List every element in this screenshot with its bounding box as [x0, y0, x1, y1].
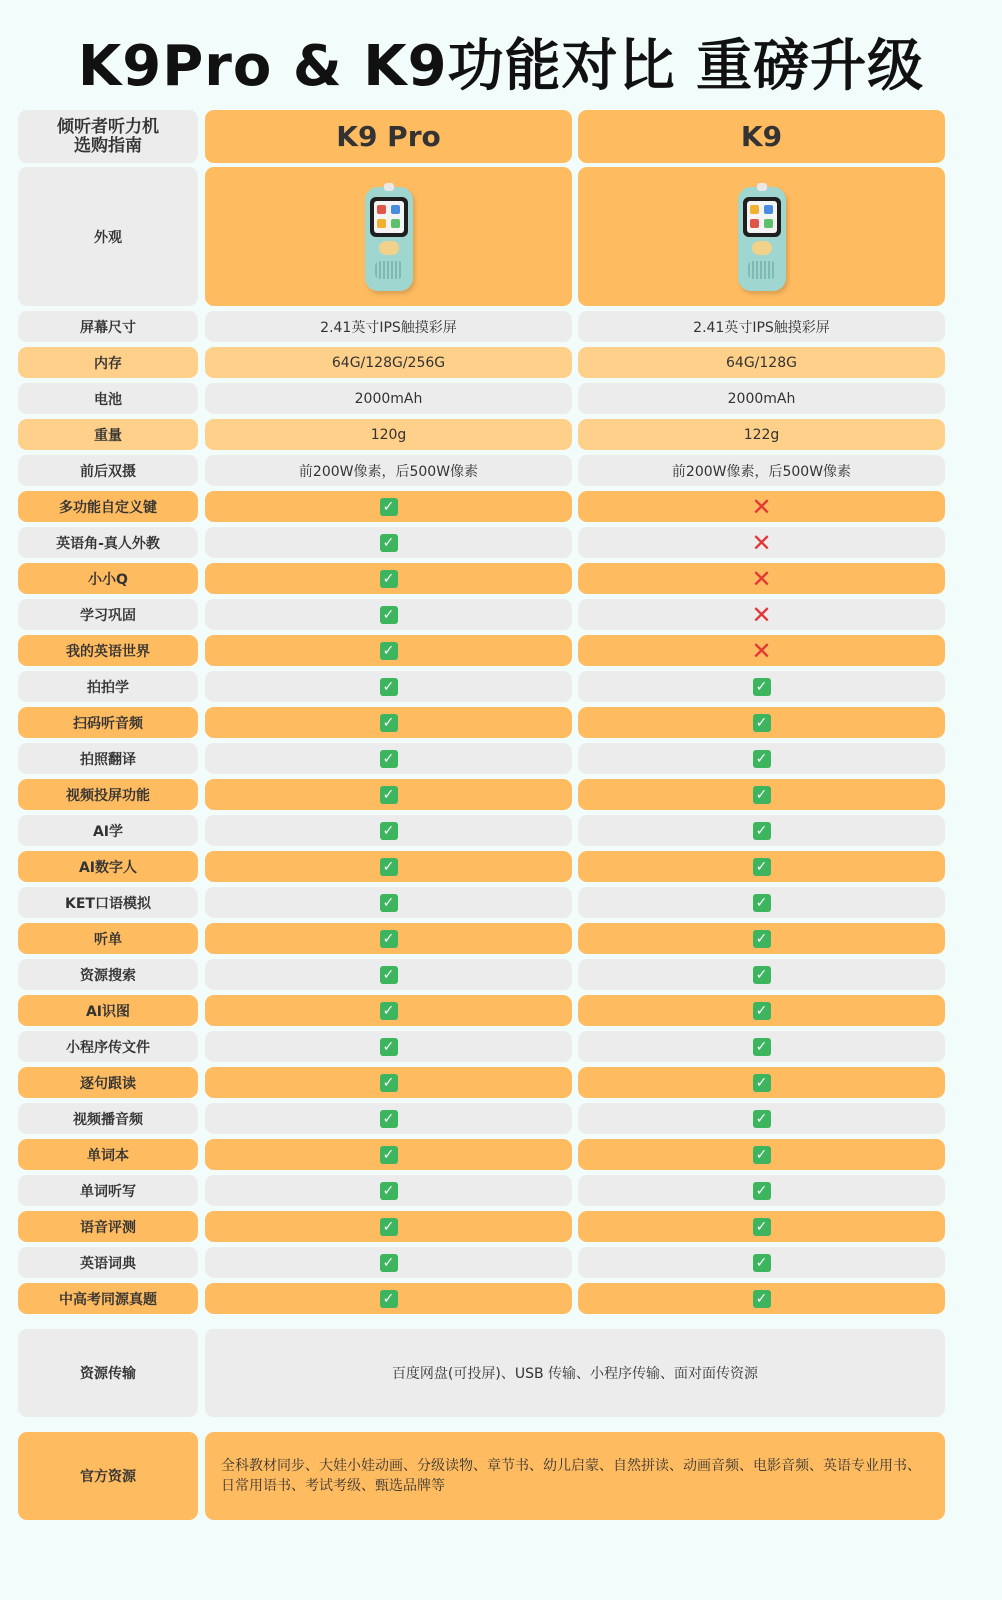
- product-name-k9: K9: [740, 120, 783, 153]
- value-text: 2000mAh: [727, 390, 796, 407]
- value-text: 2.41英寸IPS触摸彩屏: [320, 319, 457, 336]
- feature-k9-mark: [578, 671, 945, 702]
- check-icon: ✓: [380, 642, 398, 660]
- check-icon: ✓: [380, 498, 398, 516]
- feature-row-label: [18, 743, 198, 774]
- feature-row-label: [18, 635, 198, 666]
- feature-k9-mark: [578, 779, 945, 810]
- spec-k9-value: [578, 383, 945, 414]
- row-label: 内存: [94, 355, 122, 372]
- spec-k9-value: [578, 311, 945, 342]
- check-icon: ✓: [753, 1182, 771, 1200]
- cross-icon: ✕: [751, 492, 772, 521]
- row-label: 英语词典: [80, 1255, 136, 1272]
- guide-header: [18, 110, 198, 163]
- feature-row-label: [18, 959, 198, 990]
- feature-row-label: [18, 1175, 198, 1206]
- row-label: 资源搜索: [80, 967, 136, 984]
- row-appearance: [18, 167, 198, 306]
- spec-k9-value: [578, 419, 945, 450]
- cross-icon: ✕: [751, 564, 772, 593]
- check-icon: ✓: [753, 822, 771, 840]
- feature-k9-mark: [578, 1175, 945, 1206]
- official-resources-value: [205, 1432, 945, 1520]
- cross-icon: ✕: [751, 636, 772, 665]
- feature-k9-mark: [578, 1247, 945, 1278]
- row-label: AI识图: [85, 1003, 131, 1020]
- feature-k9pro-mark: [205, 1103, 572, 1134]
- feature-k9pro-mark: [205, 599, 572, 630]
- feature-k9pro-mark: [205, 959, 572, 990]
- check-icon: ✓: [753, 1002, 771, 1020]
- feature-k9pro-mark: [205, 527, 572, 558]
- check-icon: ✓: [753, 966, 771, 984]
- value-text: 64G/128G: [726, 354, 797, 371]
- row-label: 电池: [94, 391, 122, 408]
- row-label: 逐句跟读: [80, 1075, 136, 1092]
- check-icon: ✓: [753, 1254, 771, 1272]
- header-k9pro: [205, 110, 572, 163]
- check-icon: ✓: [380, 1038, 398, 1056]
- feature-k9pro-mark: [205, 1175, 572, 1206]
- check-icon: ✓: [380, 1254, 398, 1272]
- feature-k9-mark: [578, 527, 945, 558]
- feature-k9-mark: [578, 1283, 945, 1314]
- row-label: 语音评测: [80, 1219, 136, 1236]
- feature-row-label: [18, 1283, 198, 1314]
- check-icon: ✓: [380, 1002, 398, 1020]
- feature-k9pro-mark: [205, 1283, 572, 1314]
- feature-k9-mark: [578, 1139, 945, 1170]
- row-label: 资源传输: [80, 1366, 136, 1382]
- row-label: AI数字人: [78, 859, 138, 876]
- feature-k9pro-mark: [205, 635, 572, 666]
- spec-k9-value: [578, 347, 945, 378]
- row-label: 外观: [94, 229, 122, 246]
- feature-row-label: [18, 779, 198, 810]
- check-icon: ✓: [380, 930, 398, 948]
- page-title: K9Pro & K9功能对比 重磅升级: [77, 34, 925, 99]
- feature-k9pro-mark: [205, 1139, 572, 1170]
- row-label: 视频播音频: [73, 1111, 143, 1128]
- feature-k9pro-mark: [205, 923, 572, 954]
- cross-icon: ✕: [751, 528, 772, 557]
- row-label: 我的英语世界: [66, 643, 150, 660]
- row-label: 单词本: [87, 1147, 129, 1164]
- row-label: 单词听写: [80, 1183, 136, 1200]
- row-label: 小小Q: [88, 571, 128, 588]
- feature-k9-mark: [578, 1031, 945, 1062]
- value-text: 122g: [743, 426, 780, 443]
- row-label: 多功能自定义键: [59, 499, 157, 516]
- value-text: 120g: [370, 426, 407, 443]
- spec-k9pro-value: [205, 347, 572, 378]
- check-icon: ✓: [380, 966, 398, 984]
- row-label: 屏幕尺寸: [80, 319, 136, 336]
- check-icon: ✓: [753, 750, 771, 768]
- feature-k9-mark: [578, 1067, 945, 1098]
- feature-k9-mark: [578, 959, 945, 990]
- feature-k9pro-mark: [205, 1067, 572, 1098]
- feature-row-label: [18, 887, 198, 918]
- check-icon: ✓: [753, 858, 771, 876]
- value-text: 前200W像素，后500W像素: [298, 463, 479, 480]
- check-icon: ✓: [753, 1290, 771, 1308]
- feature-row-label: [18, 1139, 198, 1170]
- check-icon: ✓: [380, 1110, 398, 1128]
- feature-row-label: [18, 851, 198, 882]
- feature-k9-mark: [578, 707, 945, 738]
- row-label: KET口语模拟: [65, 895, 151, 912]
- feature-k9-mark: [578, 1211, 945, 1242]
- feature-k9pro-mark: [205, 1211, 572, 1242]
- check-icon: ✓: [380, 786, 398, 804]
- feature-k9pro-mark: [205, 1031, 572, 1062]
- spec-k9-value: [578, 455, 945, 486]
- feature-k9-mark: [578, 635, 945, 666]
- feature-k9pro-mark: [205, 563, 572, 594]
- feature-k9pro-mark: [205, 995, 572, 1026]
- feature-row-label: [18, 563, 198, 594]
- header-k9: [578, 110, 945, 163]
- k9pro-device-image: [365, 183, 413, 291]
- check-icon: ✓: [380, 750, 398, 768]
- value-text: 前200W像素，后500W像素: [671, 463, 852, 480]
- check-icon: ✓: [753, 1146, 771, 1164]
- feature-k9-mark: [578, 815, 945, 846]
- check-icon: ✓: [753, 714, 771, 732]
- spec-k9pro-value: [205, 455, 572, 486]
- value-text: 2.41英寸IPS触摸彩屏: [693, 319, 830, 336]
- row-label: 扫码听音频: [73, 715, 143, 732]
- check-icon: ✓: [380, 570, 398, 588]
- spec-k9pro-value: [205, 311, 572, 342]
- check-icon: ✓: [753, 1218, 771, 1236]
- feature-k9-mark: [578, 599, 945, 630]
- cross-icon: ✕: [751, 600, 772, 629]
- value-text: 2000mAh: [354, 390, 423, 407]
- check-icon: ✓: [380, 606, 398, 624]
- feature-row-label: [18, 1211, 198, 1242]
- check-icon: ✓: [380, 714, 398, 732]
- appearance-k9pro: [205, 167, 572, 306]
- check-icon: ✓: [380, 822, 398, 840]
- row-label: 拍拍学: [87, 679, 129, 696]
- check-icon: ✓: [380, 1146, 398, 1164]
- feature-row-label: [18, 671, 198, 702]
- feature-k9-mark: [578, 491, 945, 522]
- check-icon: ✓: [380, 1218, 398, 1236]
- row-label: 小程序传文件: [66, 1039, 150, 1056]
- row-official-resources: [18, 1432, 198, 1520]
- spec-row-label: [18, 347, 198, 378]
- check-icon: ✓: [753, 678, 771, 696]
- spec-row-label: [18, 455, 198, 486]
- row-label: 中高考同源真题: [59, 1291, 157, 1308]
- row-label: 前后双摄: [80, 463, 136, 480]
- feature-k9-mark: [578, 923, 945, 954]
- feature-k9pro-mark: [205, 491, 572, 522]
- feature-k9-mark: [578, 887, 945, 918]
- feature-k9-mark: [578, 743, 945, 774]
- check-icon: ✓: [753, 786, 771, 804]
- resource-transfer-value: [205, 1329, 945, 1417]
- guide-header-label: 倾听者听力机 选购指南: [57, 116, 159, 156]
- feature-row-label: [18, 1031, 198, 1062]
- check-icon: ✓: [753, 1038, 771, 1056]
- feature-k9-mark: [578, 851, 945, 882]
- row-label: 视频投屏功能: [66, 787, 150, 804]
- row-label: 学习巩固: [80, 607, 136, 624]
- spec-k9pro-value: [205, 419, 572, 450]
- feature-row-label: [18, 491, 198, 522]
- feature-row-label: [18, 815, 198, 846]
- k9-device-image: [738, 183, 786, 291]
- feature-k9pro-mark: [205, 779, 572, 810]
- feature-k9-mark: [578, 563, 945, 594]
- feature-k9pro-mark: [205, 887, 572, 918]
- check-icon: ✓: [753, 894, 771, 912]
- check-icon: ✓: [753, 930, 771, 948]
- check-icon: ✓: [380, 1074, 398, 1092]
- check-icon: ✓: [380, 534, 398, 552]
- check-icon: ✓: [753, 1074, 771, 1092]
- feature-k9pro-mark: [205, 815, 572, 846]
- appearance-k9: [578, 167, 945, 306]
- feature-row-label: [18, 1103, 198, 1134]
- row-label: 拍照翻译: [80, 751, 136, 768]
- spec-row-label: [18, 383, 198, 414]
- check-icon: ✓: [753, 1110, 771, 1128]
- row-resource-transfer: [18, 1329, 198, 1417]
- check-icon: ✓: [380, 1290, 398, 1308]
- feature-k9pro-mark: [205, 1247, 572, 1278]
- spec-row-label: [18, 311, 198, 342]
- product-name-k9pro: K9 Pro: [336, 120, 441, 153]
- feature-k9pro-mark: [205, 707, 572, 738]
- spec-row-label: [18, 419, 198, 450]
- check-icon: ✓: [380, 894, 398, 912]
- value-text: 全科教材同步、大娃小娃动画、分级读物、章节书、幼儿启蒙、自然拼读、动画音频、电影音频、英语专业用书、日常用语书、考试考级、甄选品牌等: [221, 1458, 921, 1494]
- spec-k9pro-value: [205, 383, 572, 414]
- row-label: 官方资源: [80, 1469, 136, 1485]
- feature-row-label: [18, 995, 198, 1026]
- value-text: 64G/128G/256G: [331, 354, 446, 371]
- row-label: 重量: [94, 427, 122, 444]
- feature-row-label: [18, 527, 198, 558]
- feature-k9pro-mark: [205, 743, 572, 774]
- feature-row-label: [18, 923, 198, 954]
- row-label: AI学: [92, 823, 124, 840]
- row-label: 听单: [94, 931, 122, 948]
- value-text: 百度网盘(可投屏)、USB 传输、小程序传输、面对面传资源: [391, 1366, 759, 1382]
- feature-row-label: [18, 1247, 198, 1278]
- check-icon: ✓: [380, 1182, 398, 1200]
- feature-row-label: [18, 599, 198, 630]
- row-label: 英语角-真人外教: [56, 535, 160, 552]
- feature-k9pro-mark: [205, 671, 572, 702]
- feature-k9pro-mark: [205, 851, 572, 882]
- feature-row-label: [18, 1067, 198, 1098]
- feature-k9-mark: [578, 1103, 945, 1134]
- feature-k9-mark: [578, 995, 945, 1026]
- feature-row-label: [18, 707, 198, 738]
- check-icon: ✓: [380, 678, 398, 696]
- check-icon: ✓: [380, 858, 398, 876]
